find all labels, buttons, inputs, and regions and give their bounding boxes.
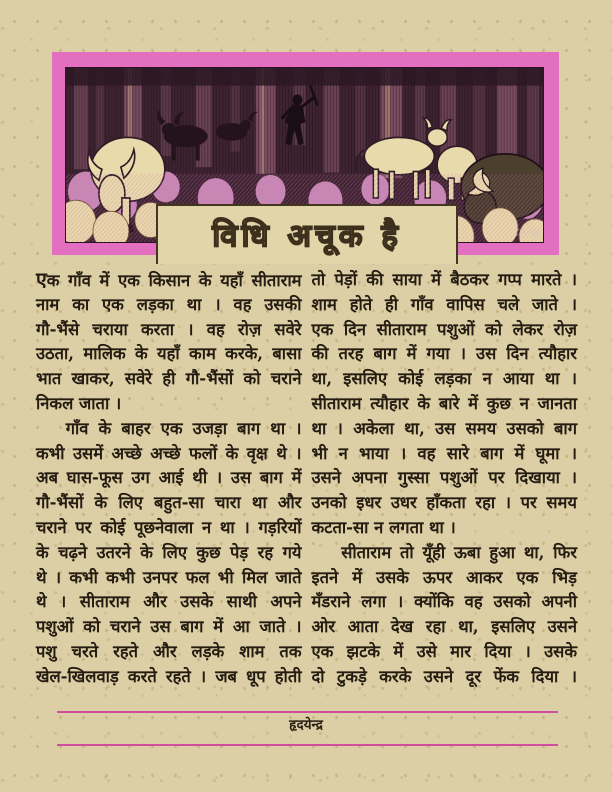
- text-line: तो पेड़ों की साया में बैठकर गप्प मारते ।: [311, 270, 577, 289]
- text-line: ओर आता देख रहा था, इसलिए उसने: [311, 617, 577, 637]
- text-line: कटता-सा न लगता था ।: [311, 517, 456, 537]
- right-column: [312, 268, 578, 690]
- author-name: हृदयेन्द्र: [289, 717, 323, 733]
- text-line: भी न भाया । वह सारे बाग में घूमा ।: [311, 443, 577, 463]
- story-title: विधि अचूक है: [212, 218, 402, 254]
- text-line: शाम होते ही गाँव वापिस चले जाते ।: [311, 294, 577, 314]
- text-line: अब घास-फूस उग आई थी । उस बाग में: [36, 468, 302, 488]
- paragraph: [312, 541, 578, 690]
- text-line: गौ-भैंसों के लिए बहुत-सा चारा था और: [36, 493, 302, 513]
- text-line: निकल जाता ।: [36, 393, 122, 413]
- story-body: [36, 268, 577, 690]
- text-line: था, इसलिए कोई लड़का न आया था ।: [311, 369, 577, 389]
- text-line: गौ-भैंसे चराया करता । वह रोज़ सवेरे: [36, 319, 302, 339]
- left-column: [36, 268, 302, 690]
- text-line: दो टुकड़े करके उसने दूर फेंक दिया ।: [311, 666, 577, 686]
- text-line: पशु चरते रहते और लड़के शाम तक: [36, 641, 302, 661]
- text-line: सीताराम तो यूँही ऊबा हुआ था, फिर: [341, 542, 577, 562]
- text-line: था । अकेला था, उस समय उसको बाग: [311, 418, 577, 438]
- story-title-box: [156, 204, 458, 264]
- text-line: मँडराने लगा । क्योंकि वह उसको अपनी: [311, 592, 577, 612]
- paragraph: [36, 417, 302, 690]
- text-line: खेल-खिलवाड़ करते रहते । जब धूप होती: [36, 666, 302, 686]
- text-line: उनको इधर उधर हाँकता रहा । पर समय: [311, 493, 577, 513]
- text-line: भात खाकर, सवेरे ही गौ-भैंसों को चराने: [36, 369, 302, 389]
- artist-signature: CHITRA: [515, 228, 541, 238]
- text-line: पशुओं को चराने उस बाग में आ जाते ।: [36, 617, 302, 637]
- text-line: उसने अपना गुस्सा पशुओं पर दिखाया ।: [311, 468, 577, 488]
- text-line: के चढ़ने उतरने के लिए कुछ पेड़ रह गये: [36, 542, 302, 562]
- text-line: थे । सीताराम और उसके साथी अपने: [36, 592, 302, 612]
- text-line: की तरह बाग में गया । उस दिन त्यौहार: [311, 344, 577, 364]
- text-line: इतने में उसके ऊपर आकर एक भिड़: [311, 567, 577, 587]
- canopy-shadow: [66, 68, 543, 86]
- text-line: नाम का एक लड़का था । वह उसकी: [36, 294, 302, 314]
- paragraph: [36, 268, 302, 417]
- text-line: चराने पर कोई पूछनेवाला न था । गड़रियों: [36, 517, 302, 537]
- footer-rule-top: [57, 711, 558, 713]
- text-line: सीताराम त्यौहार के बारे में कुछ न जानता: [311, 393, 577, 413]
- text-line: एक झटके में उसे मार दिया । उसके: [311, 641, 577, 661]
- text-line: गाँव के बाहर एक उजड़ा बाग था ।: [65, 418, 302, 438]
- text-line: थे । कभी कभी उनपर फल भी मिल जाते: [36, 567, 302, 587]
- text-line: उठता, मालिक के यहाँ काम करके, बासा: [36, 344, 302, 364]
- paragraph: [312, 268, 578, 541]
- text-line: एक गाँव में एक किसान के यहाँ सीताराम: [36, 268, 302, 291]
- footer-rule-bottom: [57, 744, 558, 746]
- text-line: कभी उसमें अच्छे अच्छे फलों के वृक्ष थे ।: [36, 443, 302, 463]
- text-line: एक दिन सीताराम पशुओं को लेकर रोज़: [311, 319, 577, 339]
